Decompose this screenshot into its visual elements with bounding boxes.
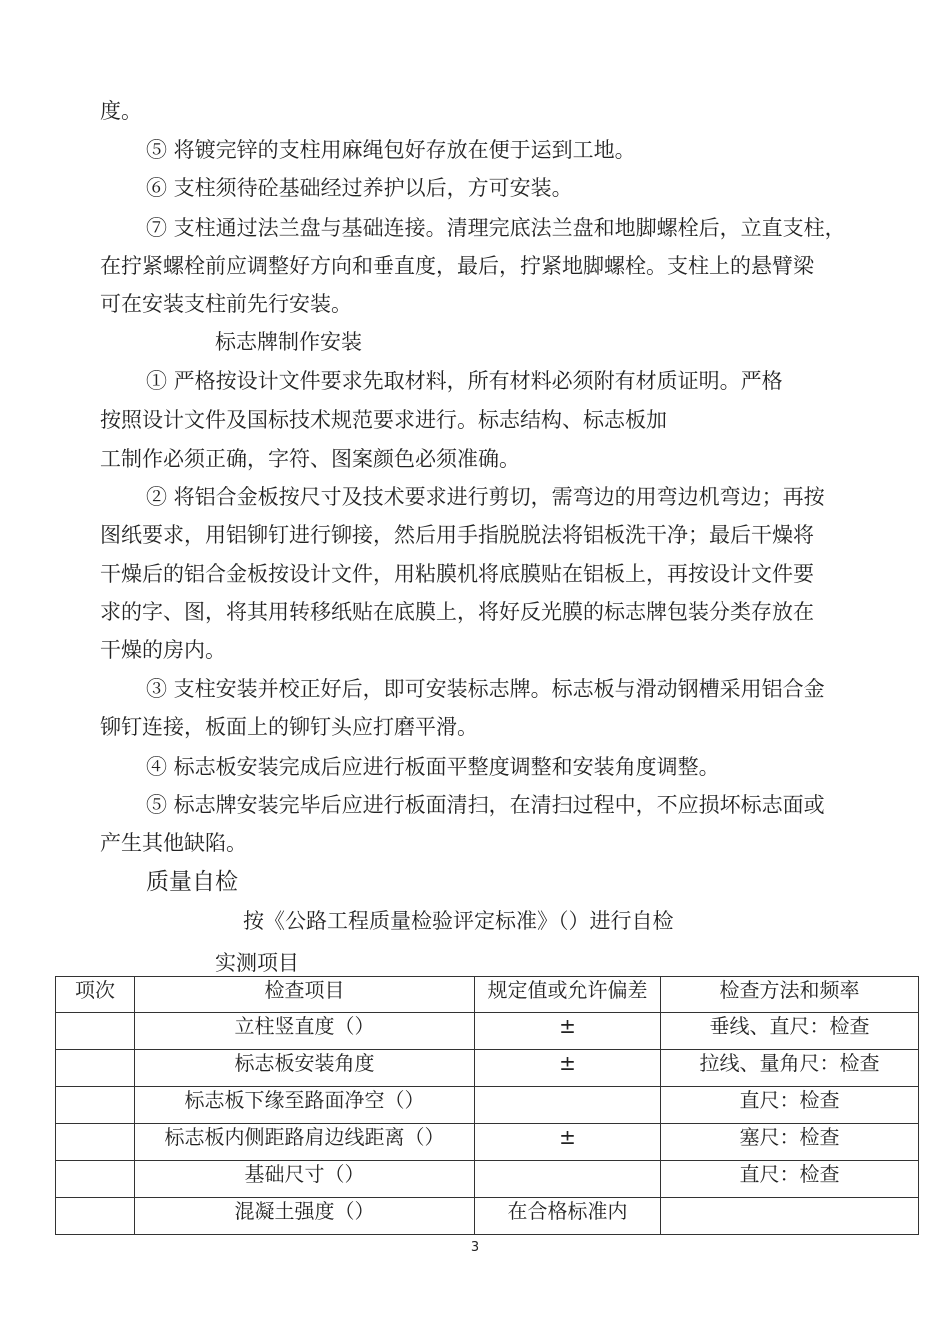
- table-cell: 在合格标准内: [475, 1198, 661, 1235]
- table-cell: 塞尺：检查: [661, 1124, 919, 1161]
- paragraph-line: 工制作必须正确，字符、图案颜色必须准确。: [100, 447, 520, 471]
- table-cell: 直尺：检查: [661, 1161, 919, 1198]
- table-row: [56, 1087, 919, 1124]
- paragraph-line: ② 将铝合金板按尺寸及技术要求进行剪切，需弯边的用弯边机弯边；再按: [146, 485, 825, 509]
- table-row: [56, 1161, 919, 1198]
- table-caption: 实测项目: [215, 951, 299, 975]
- table-cell: ±: [475, 1013, 661, 1050]
- table-cell: [475, 1087, 661, 1124]
- table-row: [56, 1013, 919, 1050]
- paragraph-line: 度。: [100, 99, 142, 123]
- table-row: [56, 1050, 919, 1087]
- table-row: [56, 1124, 919, 1161]
- table-header-row: [56, 977, 919, 1013]
- paragraph-line: ⑤ 标志牌安装完毕后应进行板面清扫，在清扫过程中，不应损坏标志面或: [146, 793, 825, 817]
- table-cell: [56, 1013, 135, 1050]
- section-title: 质量自检: [146, 869, 238, 895]
- paragraph-line: 铆钉连接，板面上的铆钉头应打磨平滑。: [100, 715, 478, 739]
- table-cell: 拉线、量角尺：检查: [661, 1050, 919, 1087]
- table-cell: 标志板安装角度: [135, 1050, 475, 1087]
- table-cell: [56, 1124, 135, 1161]
- table-cell: 混凝土强度（）: [135, 1198, 475, 1235]
- paragraph-line: ⑤ 将镀完锌的支柱用麻绳包好存放在便于运到工地。: [146, 138, 636, 162]
- paragraph-line: ③ 支柱安装并校正好后，即可安装标志牌。标志板与滑动钢槽采用铝合金: [146, 677, 825, 701]
- subsection-heading: 标志牌制作安装: [215, 330, 362, 354]
- paragraph-line: 产生其他缺陷。: [100, 831, 247, 855]
- table-cell: [661, 1198, 919, 1235]
- table-cell: 立柱竖直度（）: [135, 1013, 475, 1050]
- intro-text: 按《公路工程质量检验评定标准》（）进行自检: [243, 909, 674, 933]
- table-cell: ±: [475, 1124, 661, 1161]
- table-cell: 直尺：检查: [661, 1087, 919, 1124]
- table-cell: [56, 1198, 135, 1235]
- table-cell: [475, 1161, 661, 1198]
- header-cell: 项次: [56, 977, 135, 1013]
- table-row: [56, 1198, 919, 1235]
- paragraph-line: 干燥后的铝合金板按设计文件，用粘膜机将底膜贴在铝板上，再按设计文件要: [100, 562, 814, 586]
- paragraph-line: ④ 标志板安装完成后应进行板面平整度调整和安装角度调整。: [146, 755, 720, 779]
- table-cell: 基础尺寸（）: [135, 1161, 475, 1198]
- table-cell: 标志板下缘至路面净空（）: [135, 1087, 475, 1124]
- table-cell: 标志板内侧距路肩边线距离（）: [135, 1124, 475, 1161]
- table-cell: [56, 1161, 135, 1198]
- paragraph-line: 可在安装支柱前先行安装。: [100, 292, 352, 316]
- table-cell: [56, 1087, 135, 1124]
- paragraph-line: ⑥ 支柱须待砼基础经过养护以后，方可安装。: [146, 176, 573, 200]
- header-cell: 检查项目: [135, 977, 475, 1013]
- header-cell: 规定值或允许偏差: [475, 977, 661, 1013]
- paragraph-line: ① 严格按设计文件要求先取材料，所有材料必须附有材质证明。严格: [146, 369, 783, 393]
- paragraph-line: 干燥的房内。: [100, 638, 226, 662]
- page-number: 3: [470, 1240, 480, 1255]
- table-cell: 垂线、直尺：检查: [661, 1013, 919, 1050]
- paragraph-line: 在拧紧螺栓前应调整好方向和垂直度，最后，拧紧地脚螺栓。支柱上的悬臂梁: [100, 254, 814, 278]
- table-cell: ±: [475, 1050, 661, 1087]
- table-cell: [56, 1050, 135, 1087]
- paragraph-line: ⑦ 支柱通过法兰盘与基础连接。清理完底法兰盘和地脚螺栓后，立直支柱，: [146, 216, 846, 240]
- paragraph-line: 按照设计文件及国标技术规范要求进行。标志结构、标志板加: [100, 408, 667, 432]
- header-cell: 检查方法和频率: [661, 977, 919, 1013]
- paragraph-line: 求的字、图，将其用转移纸贴在底膜上，将好反光膜的标志牌包装分类存放在: [100, 600, 814, 624]
- paragraph-line: 图纸要求，用铝铆钉进行铆接，然后用手指脱脱法将铝板洗干净；最后干燥将: [100, 523, 814, 547]
- inspection-table: [55, 976, 919, 1235]
